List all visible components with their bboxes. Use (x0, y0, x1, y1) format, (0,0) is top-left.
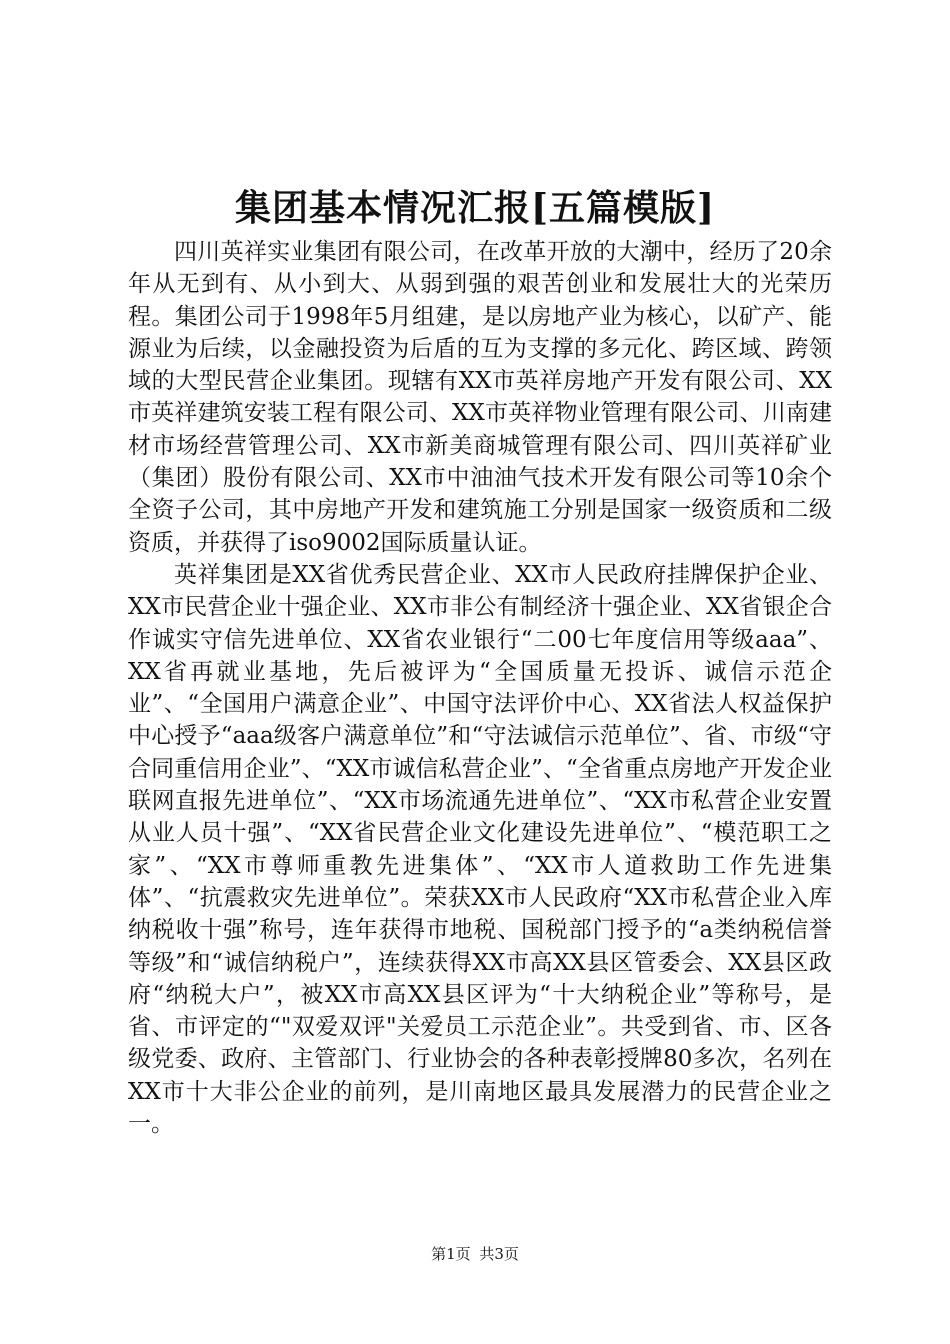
page-footer (0, 1244, 950, 1264)
page-total: 共3页 (479, 1245, 519, 1263)
page-number: 第1页 (431, 1245, 471, 1263)
paragraph-company-overview: 四川英祥实业集团有限公司，在改革开放的大潮中，经历了20余年从无到有、从小到大、从弱到强的艰苦创业和发展壮大的光荣历程。集团公司于1998年5月组建，是以房地产业为核心，以矿产、能源业为后续，以金融投资为后盾的互为支撑的多元化、跨区域、跨领域的大型民营企业集团。现辖有XX市英祥房地产开发有限公司、XX市英祥建筑安装工程有限公司、XX市英祥物业管理有限公司、川南建材市场经营管理公司、XX市新美商城管理有限公司、四川英祥矿业（集团）股份有限公司、XX市中油油气技术开发有限公司等10余个全资子公司，其中房地产开发和建筑施工分别是国家一级资质和二级资质，并获得了iso9002国际质量认证。 (128, 239, 832, 556)
document-title: 集团基本情况汇报[五篇模版] (234, 187, 716, 229)
paragraph-honors: 英祥集团是XX省优秀民营企业、XX市人民政府挂牌保护企业、XX市民营企业十强企业、XX市非公有制经济十强企业、XX省银企合作诚实守信先进单位、XX省农业银行“二00七年度信用等级aaa”、XX省再就业基地，先后被评为“全国质量无投诉、诚信示范企业”、“全国用户满意企业”、中国守法评价中心、XX省法人权益保护中心授予“aaa级客户满意单位”和“守法诚信示范单位”、省、市级“守合同重信用企业”、“XX市诚信私营企业”、“全省重点房地产开发企业联网直报先进单位”、“XX市场流通先进单位”、“XX市私营企业安置从业人员十强”、“XX省民营企业文化建设先进单位”、“模范职工之家”、“XX市尊师重教先进集体”、“XX市人道救助工作先进集体”、“抗震救灾先进单位”。荣获XX市人民政府“XX市私营企业入库纳税收十强”称号，连年获得市地税、国税部门授予的“a类纳税信誉等级”和“诚信纳税户”，连续获得XX市高XX县区管委会、XX县区政府“纳税大户”，被XX市高XX县区评为“十大纳税企业”等称号，是省、市评定的“"双爱双评"关爱员工示范企业”。共受到省、市、区各级党委、政府、主管部门、行业协会的各种表彰授牌80多次，名列在XX市十大非公企业的前列，是川南地区最具发展潜力的民营企业之一。 (128, 561, 832, 1138)
document-body (128, 236, 832, 1140)
